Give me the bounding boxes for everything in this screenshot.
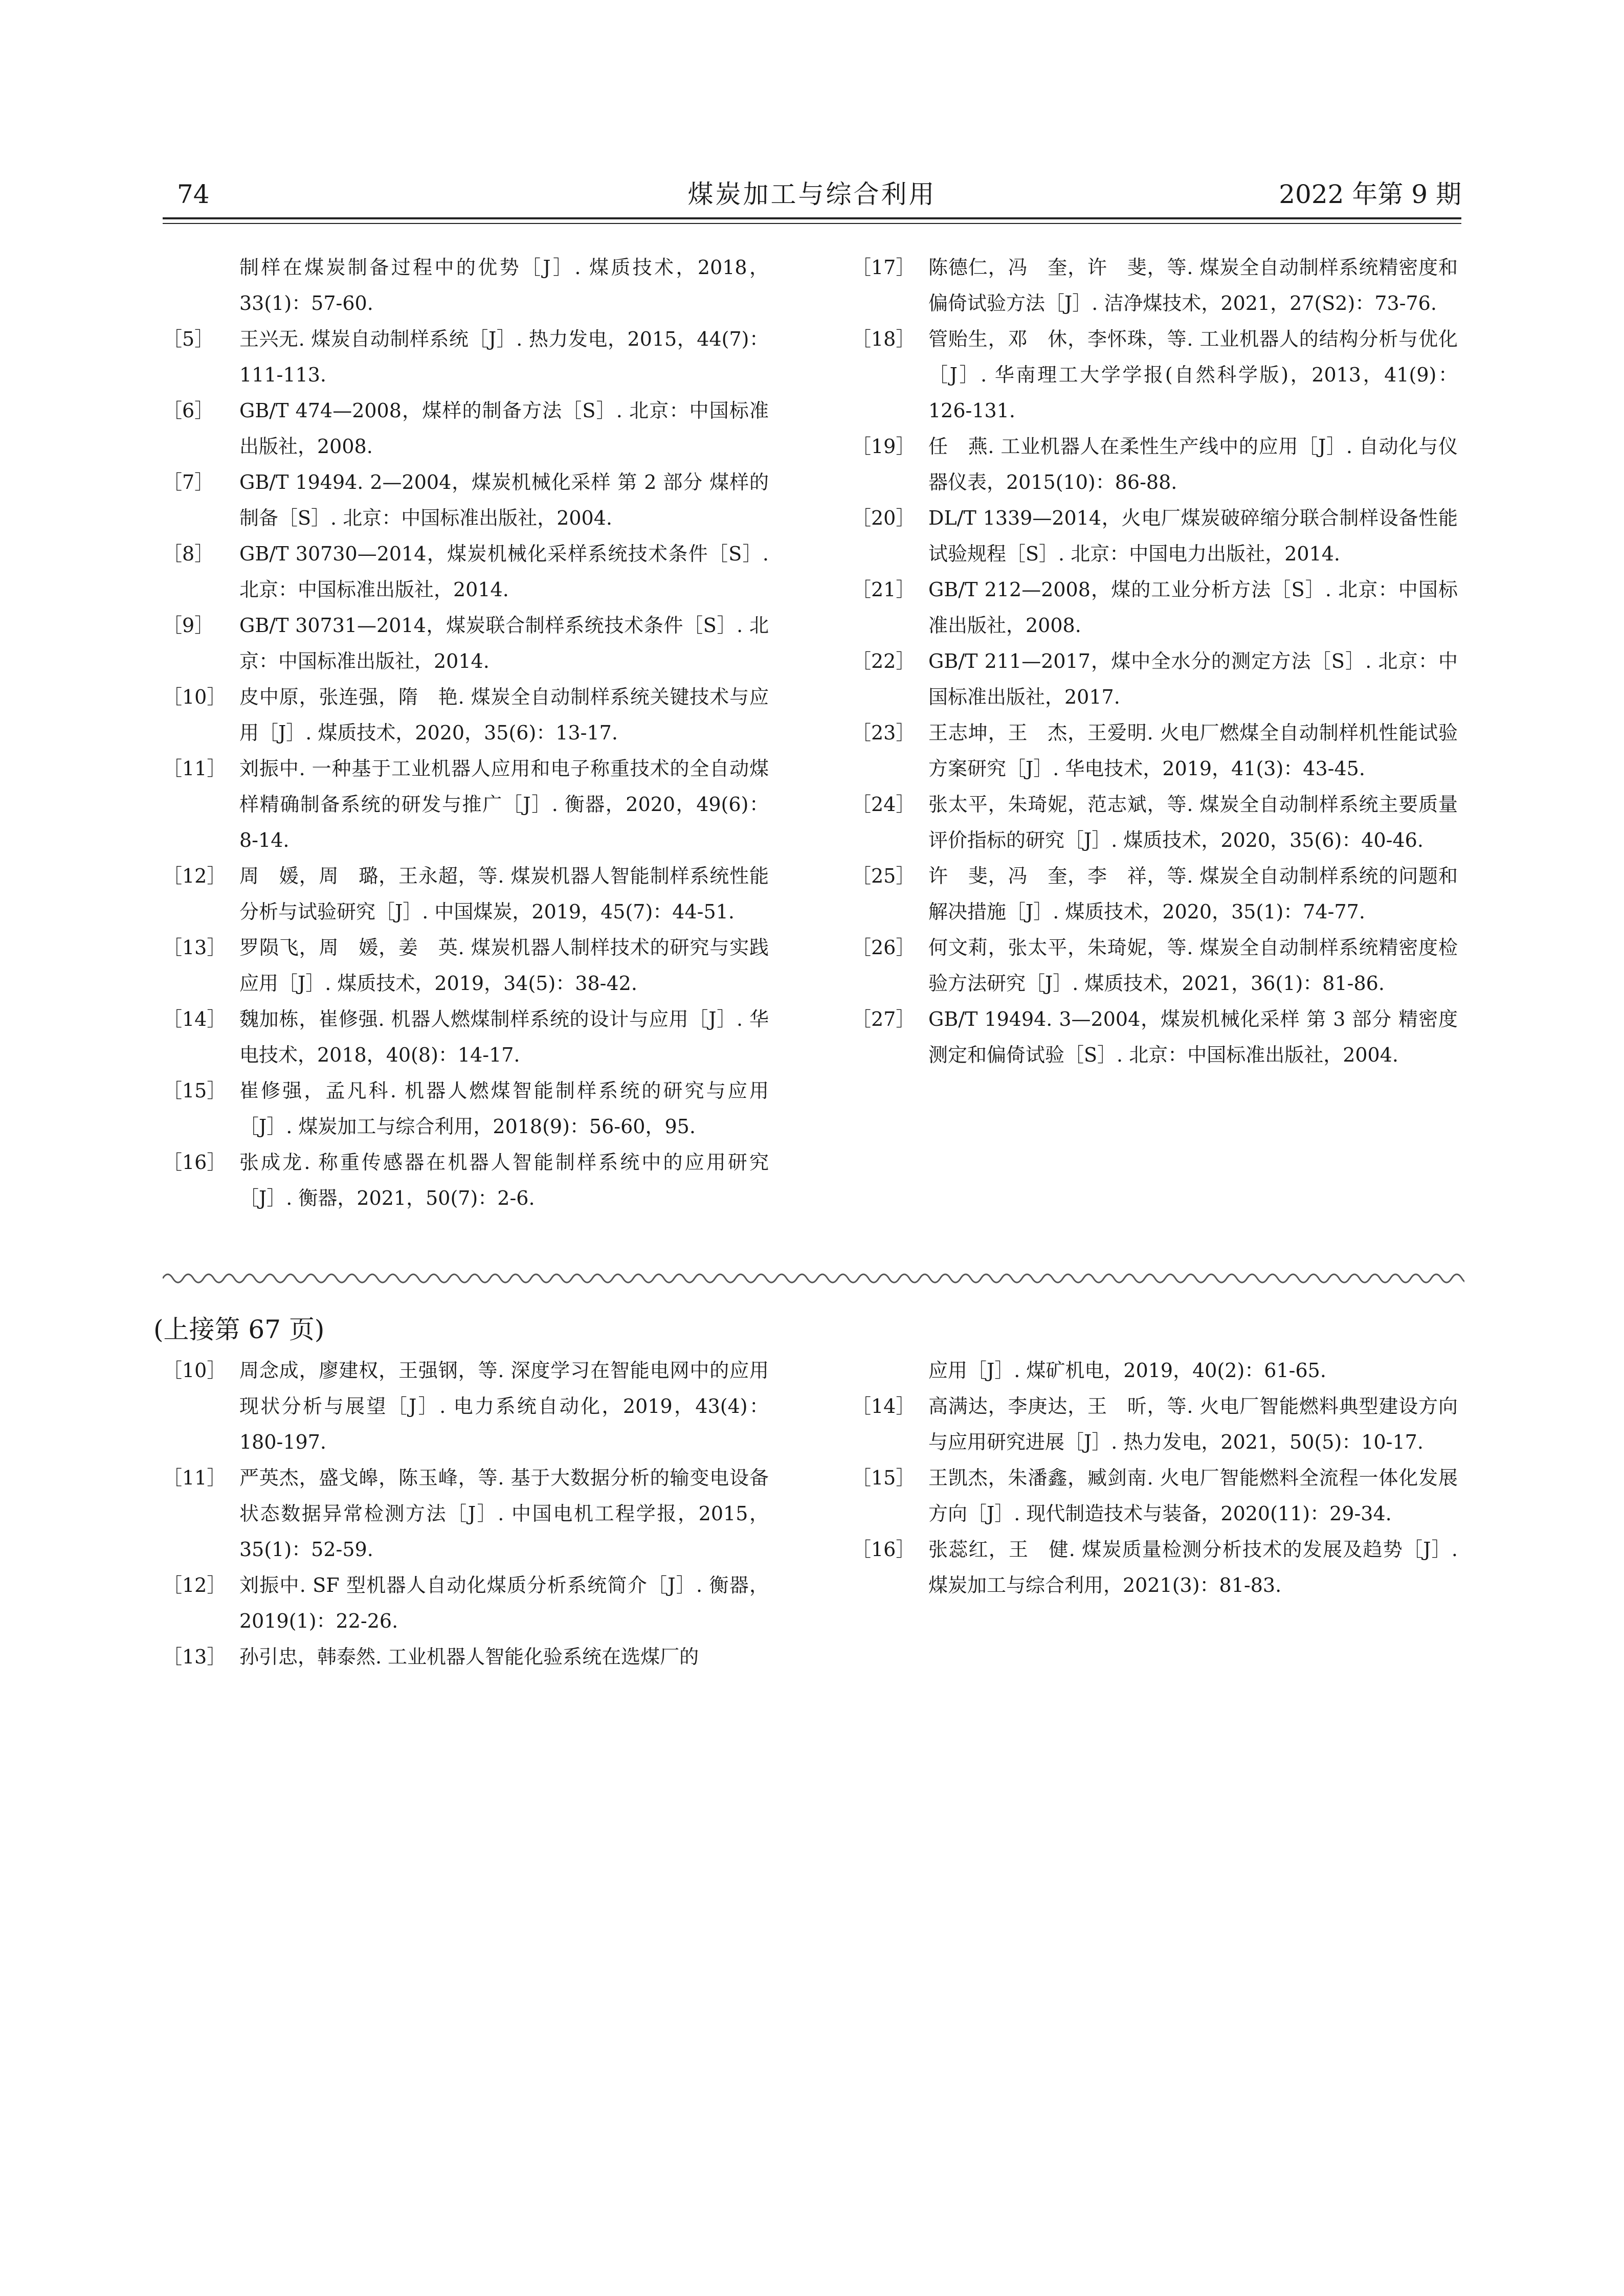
reference-continuation <box>163 250 769 321</box>
reference-text: 刘振中. 一种基于工业机器人应用和电子称重技术的全自动煤样精确制备系统的研发与推广［J］. 衡器，2020，49(6)：8-14. <box>239 757 769 851</box>
reference-item <box>852 429 1458 500</box>
reference-number: ［16］ <box>852 1538 916 1561</box>
reference-text: 任 燕. 工业机器人在柔性生产线中的应用［J］. 自动化与仪器仪表，2015(10)：86-88. <box>928 435 1458 493</box>
reference-continuation <box>852 1353 1458 1388</box>
reference-item <box>163 1639 769 1675</box>
reference-item <box>163 1567 769 1639</box>
reference-item <box>163 858 769 930</box>
reference-item <box>163 751 769 858</box>
reference-text: 张成龙. 称重传感器在机器人智能制样系统中的应用研究［J］. 衡器，2021，50(7)：2-6. <box>239 1151 769 1209</box>
reference-number: ［13］ <box>163 936 227 959</box>
reference-item <box>852 930 1458 1001</box>
reference-text: 罗陨飞，周 媛，姜 英. 煤炭机器人制样技术的研究与实践应用［J］. 煤质技术，2019，34(5)：38-42. <box>239 936 769 995</box>
reference-number: ［23］ <box>852 722 916 744</box>
reference-number: ［15］ <box>852 1467 916 1489</box>
reference-text: 周念成，廖建权，王强钢，等. 深度学习在智能电网中的应用现状分析与展望［J］. 电力系统自动化，2019，43(4)：180-197. <box>239 1359 769 1453</box>
reference-text: 严英杰，盛戈皞，陈玉峰，等. 基于大数据分析的输变电设备状态数据异常检测方法［J］. 中国电机工程学报，2015，35(1)：52-59. <box>239 1467 769 1561</box>
reference-item <box>163 464 769 536</box>
reference-text: 周 媛，周 璐，王永超，等. 煤炭机器人智能制样系统性能分析与试验研究［J］. 中国煤炭，2019，45(7)：44-51. <box>239 865 769 923</box>
reference-item <box>852 1388 1458 1460</box>
reference-text: 何文莉，张太平，朱琦妮，等. 煤炭全自动制样系统精密度检验方法研究［J］. 煤质技术，2021，36(1)：81-86. <box>928 936 1458 995</box>
reference-number: ［12］ <box>163 1574 227 1596</box>
reference-text: 皮中原，张连强，隋 艳. 煤炭全自动制样系统关键技术与应用［J］. 煤质技术，2020，35(6)：13-17. <box>239 686 769 744</box>
reference-number: ［18］ <box>852 328 916 350</box>
reference-item <box>852 250 1458 321</box>
reference-text: 制样在煤炭制备过程中的优势［J］. 煤质技术，2018，33(1)：57-60. <box>239 256 769 314</box>
reference-item <box>163 930 769 1001</box>
reference-number: ［8］ <box>163 543 214 565</box>
reference-number: ［26］ <box>852 936 916 959</box>
references-bottom-right <box>852 1353 1458 1603</box>
reference-item <box>852 572 1458 643</box>
reference-item <box>163 1001 769 1073</box>
reference-text: 孙引忠，韩泰然. 工业机器人智能化验系统在选煤厂的 <box>239 1646 699 1668</box>
reference-item <box>852 321 1458 429</box>
reference-item <box>163 393 769 464</box>
reference-number: ［11］ <box>163 1467 227 1489</box>
reference-item <box>163 1460 769 1567</box>
continued-from-label: (上接第 67 页) <box>153 1315 325 1344</box>
reference-item <box>163 1144 769 1216</box>
reference-text: 许 斐，冯 奎，李 祥，等. 煤炭全自动制样系统的问题和解决措施［J］. 煤质技术，2020，35(1)：74-77. <box>928 865 1458 923</box>
reference-item <box>852 643 1458 715</box>
reference-text: 应用［J］. 煤矿机电，2019，40(2)：61-65. <box>928 1359 1326 1382</box>
reference-number: ［6］ <box>163 399 214 422</box>
header-rule-thin <box>163 223 1461 224</box>
reference-item <box>163 679 769 751</box>
reference-number: ［14］ <box>852 1395 916 1417</box>
reference-text: 王凯杰，朱潘鑫，臧剑南. 火电厂智能燃料全流程一体化发展方向［J］. 现代制造技术与装备，2020(11)：29-34. <box>928 1467 1458 1525</box>
journal-title: 煤炭加工与综合利用 <box>687 179 937 209</box>
reference-item <box>852 1001 1458 1073</box>
references-top-left <box>163 250 769 1216</box>
reference-item <box>852 1460 1458 1532</box>
reference-number: ［27］ <box>852 1008 916 1030</box>
reference-item <box>852 715 1458 786</box>
references-top-right <box>852 250 1458 1073</box>
reference-number: ［17］ <box>852 256 916 279</box>
reference-item <box>852 858 1458 930</box>
reference-text: GB/T 212—2008，煤的工业分析方法［S］. 北京：中国标准出版社，2008. <box>928 578 1458 637</box>
reference-text: GB/T 30730—2014，煤炭机械化采样系统技术条件［S］. 北京：中国标准出版社，2014. <box>239 543 769 601</box>
reference-item <box>852 500 1458 572</box>
reference-item <box>852 1532 1458 1603</box>
reference-number: ［24］ <box>852 793 916 816</box>
reference-text: 张蕊红，王 健. 煤炭质量检测分析技术的发展及趋势［J］. 煤炭加工与综合利用，2021(3)：81-83. <box>928 1538 1458 1596</box>
reference-number: ［10］ <box>163 686 227 708</box>
reference-text: 陈德仁，冯 奎，许 斐，等. 煤炭全自动制样系统精密度和偏倚试验方法［J］. 洁净煤技术，2021，27(S2)：73-76. <box>928 256 1458 314</box>
header-rule-thick <box>163 217 1461 219</box>
running-header <box>163 174 1461 215</box>
reference-number: ［7］ <box>163 471 214 493</box>
reference-text: 张太平，朱琦妮，范志斌，等. 煤炭全自动制样系统主要质量评价指标的研究［J］. 煤质技术，2020，35(6)：40-46. <box>928 793 1458 851</box>
reference-text: 刘振中. SF 型机器人自动化煤质分析系统简介［J］. 衡器，2019(1)：22-26. <box>239 1574 769 1632</box>
issue-label: 2022 年第 9 期 <box>1279 179 1461 209</box>
reference-number: ［10］ <box>163 1359 227 1382</box>
reference-number: ［16］ <box>163 1151 227 1174</box>
reference-text: 王志坤，王 杰，王爱明. 火电厂燃煤全自动制样机性能试验方案研究［J］. 华电技术，2019，41(3)：43-45. <box>928 722 1458 780</box>
reference-number: ［14］ <box>163 1008 227 1030</box>
reference-number: ［5］ <box>163 328 214 350</box>
reference-number: ［11］ <box>163 757 227 780</box>
reference-text: GB/T 211—2017，煤中全水分的测定方法［S］. 北京：中国标准出版社，2017. <box>928 650 1458 708</box>
reference-item <box>852 786 1458 858</box>
reference-item <box>163 607 769 679</box>
reference-text: 魏加栋，崔修强. 机器人燃煤制样系统的设计与应用［J］. 华电技术，2018，40(8)：14-17. <box>239 1008 769 1066</box>
reference-number: ［21］ <box>852 578 916 601</box>
reference-text: 崔修强，孟凡科. 机器人燃煤智能制样系统的研究与应用［J］. 煤炭加工与综合利用，2018(9)：56-60，95. <box>239 1079 769 1138</box>
reference-item <box>163 536 769 607</box>
wavy-separator <box>163 1268 1464 1289</box>
reference-number: ［22］ <box>852 650 916 672</box>
reference-item <box>163 321 769 393</box>
reference-number: ［12］ <box>163 865 227 887</box>
reference-number: ［9］ <box>163 614 214 637</box>
reference-text: GB/T 19494. 2—2004，煤炭机械化采样 第 2 部分 煤样的制备［S］. 北京：中国标准出版社，2004. <box>239 471 769 529</box>
reference-text: GB/T 474—2008，煤样的制备方法［S］. 北京：中国标准出版社，2008. <box>239 399 769 458</box>
reference-number: ［20］ <box>852 507 916 529</box>
reference-text: 王兴无. 煤炭自动制样系统［J］. 热力发电，2015，44(7)：111-113. <box>239 328 769 386</box>
reference-number: ［19］ <box>852 435 916 458</box>
page-number: 74 <box>177 179 210 209</box>
references-bottom-left <box>163 1353 769 1675</box>
reference-text: DL/T 1339—2014，火电厂煤炭破碎缩分联合制样设备性能试验规程［S］. 北京：中国电力出版社，2014. <box>928 507 1458 565</box>
reference-number: ［15］ <box>163 1079 227 1102</box>
reference-item <box>163 1353 769 1460</box>
reference-item <box>163 1073 769 1144</box>
reference-text: 高满达，李庚达，王 昕，等. 火电厂智能燃料典型建设方向与应用研究进展［J］. 热力发电，2021，50(5)：10-17. <box>928 1395 1458 1453</box>
reference-text: GB/T 19494. 3—2004，煤炭机械化采样 第 3 部分 精密度测定和偏倚试验［S］. 北京：中国标准出版社，2004. <box>928 1008 1458 1066</box>
reference-text: GB/T 30731—2014，煤炭联合制样系统技术条件［S］. 北京：中国标准出版社，2014. <box>239 614 769 672</box>
reference-number: ［13］ <box>163 1646 227 1668</box>
reference-text: 管贻生，邓 休，李怀珠，等. 工业机器人的结构分析与优化［J］. 华南理工大学学报(自然科学版)，2013，41(9)：126-131. <box>928 328 1458 422</box>
reference-number: ［25］ <box>852 865 916 887</box>
